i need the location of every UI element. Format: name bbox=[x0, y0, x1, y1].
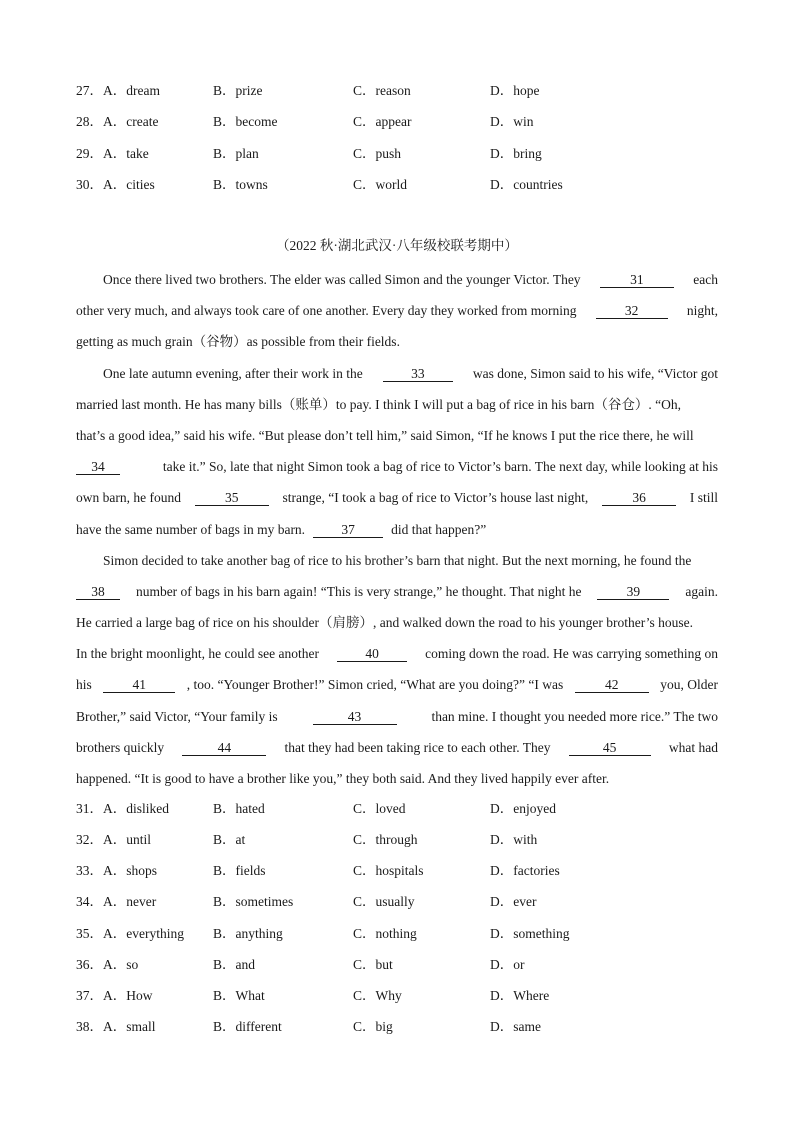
line-text: what had bbox=[668, 739, 718, 755]
passage-line bbox=[76, 264, 718, 295]
option-c: C．loved bbox=[353, 801, 406, 816]
blank-36: 36 bbox=[602, 490, 676, 506]
line-text: Simon decided to take another bag of rice to his brother’s barn that night. But the next morning, he found the bbox=[103, 552, 692, 568]
question-number: 34． bbox=[76, 894, 103, 909]
option-d: D．Where bbox=[490, 988, 550, 1003]
line-text: happened. “It is good to have a brother like you,” they both said. And they lived happily ever after. bbox=[76, 771, 610, 786]
option-d: D．same bbox=[490, 1019, 541, 1034]
blank-38: 38 bbox=[76, 584, 120, 600]
option-a: A．disliked bbox=[103, 801, 169, 816]
blank-31: 31 bbox=[600, 272, 674, 288]
option-b: B．plan bbox=[213, 146, 259, 161]
line-text: In the bright moonlight, he could see another bbox=[76, 646, 319, 662]
option-b: B．hated bbox=[213, 801, 265, 816]
option-d: D．countries bbox=[490, 177, 563, 192]
question-number: 29． bbox=[76, 146, 103, 161]
passage-line bbox=[76, 514, 718, 545]
option-c: C．nothing bbox=[353, 926, 417, 941]
line-text: take it.” So, late that night Simon took a bag of rice to Victor’s barn. The next day, while looking at his bbox=[162, 459, 718, 475]
option-d: D．with bbox=[490, 832, 538, 847]
line-text: getting as much grain（谷物）as possible from their fields. bbox=[76, 334, 400, 350]
option-d: D．hope bbox=[490, 83, 540, 98]
question-number: 35． bbox=[76, 926, 103, 941]
question-number: 33． bbox=[76, 863, 103, 878]
option-d: D．factories bbox=[490, 863, 560, 878]
passage-line bbox=[76, 295, 718, 326]
blank-43: 43 bbox=[313, 709, 397, 725]
line-text: you, Older bbox=[660, 677, 718, 693]
option-c: C．world bbox=[353, 177, 407, 192]
line-text: that they had been taking rice to each other. They bbox=[284, 739, 551, 755]
line-text: that’s a good idea,” said his wife. “But please don’t tell him,” said Simon, “If he knows I put the rice there, he will bbox=[76, 427, 694, 443]
line-text: Once there lived two brothers. The elder was called Simon and the younger Victor. They bbox=[103, 272, 581, 287]
line-text: One late autumn evening, after their work in the bbox=[103, 365, 363, 381]
line-text: his bbox=[76, 677, 92, 693]
passage-line bbox=[76, 389, 718, 420]
passage-line bbox=[76, 763, 718, 794]
option-b: B．at bbox=[213, 832, 246, 847]
option-c: C．but bbox=[353, 957, 393, 972]
blank-35: 35 bbox=[195, 490, 269, 506]
passage-line bbox=[76, 326, 718, 357]
question-number: 36． bbox=[76, 957, 103, 972]
passage-line bbox=[76, 669, 718, 700]
line-text: married last month. He has many bills（账单）to pay. I think I will put a bag of rice in his barn（谷仓）. “Oh, bbox=[76, 396, 682, 412]
option-c: C．reason bbox=[353, 83, 411, 98]
option-a: A．create bbox=[103, 114, 159, 129]
option-c: C．push bbox=[353, 146, 402, 161]
passage-line bbox=[76, 358, 718, 389]
option-c: C．big bbox=[353, 1019, 393, 1034]
question-number: 30． bbox=[76, 177, 103, 192]
passage-line bbox=[76, 732, 718, 763]
line-text: He carried a large bag of rice on his shoulder（肩膀）, and walked down the road to his younger brother’s house. bbox=[76, 615, 693, 631]
option-b: B．towns bbox=[213, 177, 268, 192]
passage-line bbox=[76, 607, 718, 638]
option-b: B．sometimes bbox=[213, 894, 294, 909]
line-text: own barn, he found bbox=[76, 490, 181, 506]
line-text: night, bbox=[686, 303, 718, 319]
option-b: B．and bbox=[213, 957, 255, 972]
option-a: A．so bbox=[103, 957, 139, 972]
option-d: D．ever bbox=[490, 894, 537, 909]
line-text: each bbox=[693, 272, 718, 287]
option-a: A．dream bbox=[103, 83, 160, 98]
question-number: 28． bbox=[76, 114, 103, 129]
option-b: B．anything bbox=[213, 926, 283, 941]
passage-line bbox=[76, 482, 718, 513]
line-text: coming down the road. He was carrying something on bbox=[425, 646, 718, 662]
blank-32: 32 bbox=[596, 303, 668, 319]
option-b: B．What bbox=[213, 988, 265, 1003]
option-a: A．shops bbox=[103, 863, 158, 878]
line-text: other very much, and always took care of one another. Every day they worked from morning bbox=[76, 303, 577, 319]
option-a: A．How bbox=[103, 988, 153, 1003]
passage-line bbox=[76, 420, 718, 451]
line-text: Brother,” said Victor, “Your family is bbox=[76, 708, 278, 724]
line-text: have the same number of bags in my barn. bbox=[76, 521, 306, 537]
option-c: C．through bbox=[353, 832, 418, 847]
blank-33: 33 bbox=[383, 366, 453, 382]
option-c: C．usually bbox=[353, 894, 415, 909]
passage-line bbox=[76, 451, 718, 482]
blank-37: 37 bbox=[313, 522, 383, 538]
option-a: A．small bbox=[103, 1019, 156, 1034]
question-number: 31． bbox=[76, 801, 103, 816]
question-number: 32． bbox=[76, 832, 103, 847]
option-d: D．win bbox=[490, 114, 534, 129]
option-c: C．hospitals bbox=[353, 863, 424, 878]
blank-40: 40 bbox=[337, 646, 407, 662]
line-text: than mine. I thought you needed more rice.” The two bbox=[431, 708, 718, 724]
option-b: B．different bbox=[213, 1019, 282, 1034]
blank-39: 39 bbox=[597, 584, 669, 600]
option-d: D．or bbox=[490, 957, 525, 972]
option-b: B．fields bbox=[213, 863, 266, 878]
passage-line bbox=[76, 638, 718, 669]
line-text: did that happen?” bbox=[391, 521, 487, 537]
option-a: A．never bbox=[103, 894, 157, 909]
blank-34: 34 bbox=[76, 459, 120, 475]
option-c: C．Why bbox=[353, 988, 402, 1003]
passage-line bbox=[76, 545, 718, 576]
question-number: 37． bbox=[76, 988, 103, 1003]
question-number: 27． bbox=[76, 83, 103, 98]
option-a: A．until bbox=[103, 832, 152, 847]
line-text: again. bbox=[685, 583, 718, 599]
option-b: B．become bbox=[213, 114, 278, 129]
line-text: strange, “I took a bag of rice to Victor’s house last night, bbox=[282, 490, 589, 506]
line-text: brothers quickly bbox=[76, 739, 165, 755]
option-c: C．appear bbox=[353, 114, 412, 129]
option-a: A．cities bbox=[103, 177, 155, 192]
option-d: D．something bbox=[490, 926, 570, 941]
option-b: B．prize bbox=[213, 83, 263, 98]
line-text: I still bbox=[689, 490, 718, 506]
blank-42: 42 bbox=[575, 677, 649, 693]
blank-45: 45 bbox=[569, 740, 651, 756]
option-d: D．enjoyed bbox=[490, 801, 556, 816]
option-d: D．bring bbox=[490, 146, 542, 161]
question-number: 38． bbox=[76, 1019, 103, 1034]
blank-41: 41 bbox=[103, 677, 175, 693]
line-text: , too. “Younger Brother!” Simon cried, “What are you doing?” “I was bbox=[186, 677, 564, 693]
passage-source: （2022 秋·湖北武汉·八年级校联考期中） bbox=[276, 238, 518, 253]
passage-line bbox=[76, 701, 718, 732]
line-text: was done, Simon said to his wife, “Victor got bbox=[472, 365, 718, 381]
cloze-passage bbox=[76, 264, 718, 794]
option-a: A．everything bbox=[103, 926, 184, 941]
option-a: A．take bbox=[103, 146, 149, 161]
passage-line bbox=[76, 576, 718, 607]
line-text: number of bags in his barn again! “This is very strange,” he thought. That night he bbox=[135, 583, 582, 599]
blank-44: 44 bbox=[182, 740, 266, 756]
